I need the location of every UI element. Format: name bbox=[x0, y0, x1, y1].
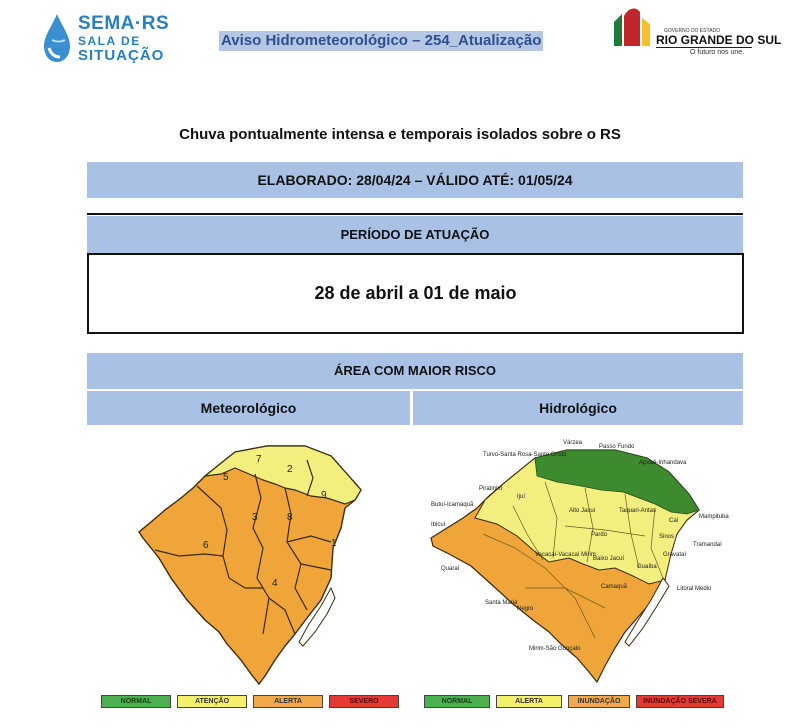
basin-passo-fundo: Passo Fundo bbox=[599, 444, 635, 450]
basin-guaiba: Guaíba bbox=[637, 564, 657, 570]
risk-area-header: ÁREA COM MAIOR RISCO bbox=[87, 353, 743, 389]
period-header: PERÍODO DE ATUAÇÃO bbox=[87, 216, 743, 253]
government-logo bbox=[608, 4, 782, 56]
warning-headline: Chuva pontualmente intensa e temporais isolados sobre o RS bbox=[179, 126, 621, 143]
legend-inundacao-severa: INUNDAÇÃO SEVERA bbox=[636, 695, 724, 708]
basin-camaqua: Camaquã bbox=[601, 584, 628, 590]
government-label: GOVERNO DO ESTADO bbox=[664, 28, 721, 34]
water-drop-icon bbox=[40, 12, 74, 64]
basin-tramandai: Tramandaí bbox=[693, 542, 722, 548]
legend-severo: SEVERO bbox=[329, 695, 399, 708]
basin-alto-jacui: Alto Jacuí bbox=[569, 508, 596, 514]
legend-alerta: ALERTA bbox=[496, 695, 562, 708]
sema-rs-logo bbox=[40, 12, 175, 64]
logo-title: SEMA·RS bbox=[78, 13, 170, 34]
government-emblem-icon bbox=[610, 4, 656, 48]
region-2-label: 2 bbox=[287, 464, 293, 475]
region-8-label: 8 bbox=[287, 512, 293, 523]
basin-ijui: Ijuí bbox=[517, 494, 526, 500]
region-3-label: 3 bbox=[252, 512, 258, 523]
basin-varzea: Várzea bbox=[563, 440, 583, 446]
basin-litoral-medio: Litoral Médio bbox=[677, 586, 712, 592]
basin-ibicui: Ibicuí bbox=[431, 522, 446, 528]
legend-normal: NORMAL bbox=[424, 695, 490, 708]
hydrological-risk-map bbox=[425, 438, 730, 686]
basin-mirim: Mirim-São Gonçalo bbox=[529, 646, 581, 652]
basin-gravatai: Gravataí bbox=[663, 552, 687, 558]
region-4-label: 4 bbox=[272, 578, 278, 589]
legend-normal: NORMAL bbox=[101, 695, 171, 708]
basin-taquari: Taquari-Antas bbox=[619, 508, 657, 514]
basin-turvo: Turvo-Santa Rosa-Santo Cristo bbox=[483, 452, 567, 458]
legend-alerta: ALERTA bbox=[253, 695, 323, 708]
basin-sinos: Sinos bbox=[659, 534, 675, 540]
region-9-label: 9 bbox=[321, 490, 327, 501]
region-7-label: 7 bbox=[256, 454, 262, 465]
basin-quarai: Quaraí bbox=[441, 566, 460, 572]
logo-divider bbox=[656, 47, 752, 48]
basin-apuae: Apuaê-Inhandava bbox=[639, 460, 687, 466]
region-6-label: 6 bbox=[203, 540, 209, 551]
basin-santa-maria: Santa Maria bbox=[485, 600, 518, 606]
section-divider bbox=[87, 213, 743, 215]
meteorological-risk-map bbox=[135, 438, 370, 686]
basin-piratinim: Piratinim bbox=[479, 486, 503, 492]
legend-inundacao: INUNDAÇÃO bbox=[568, 695, 630, 708]
period-value: 28 de abril a 01 de maio bbox=[87, 253, 744, 334]
region-5-label: 5 bbox=[223, 472, 229, 483]
basin-negro: Negro bbox=[517, 606, 534, 612]
document-title: Aviso Hidrometeorológico – 254_Atualização bbox=[221, 32, 542, 49]
issued-valid-bar: ELABORADO: 28/04/24 – VÁLIDO ATÉ: 01/05/24 bbox=[87, 162, 743, 198]
state-name: RIO GRANDE DO SUL bbox=[656, 33, 782, 47]
basin-cai: Caí bbox=[669, 518, 679, 524]
region-1-label: 1 bbox=[331, 538, 337, 549]
hydrological-header: Hidrológico bbox=[413, 391, 743, 425]
legend-atencao: ATENÇÃO bbox=[177, 695, 247, 708]
basin-mampituba: Mampituba bbox=[699, 514, 729, 520]
government-motto: O futuro nos une. bbox=[690, 49, 745, 56]
basin-butui: Butuí-Icamaquã bbox=[431, 502, 474, 508]
logo-subtitle-2: SITUAÇÃO bbox=[78, 47, 165, 64]
basin-baixo-jacui: Baixo Jacuí bbox=[593, 556, 625, 562]
basin-pardo: Pardo bbox=[591, 532, 608, 538]
basin-vacacai: Vacacaí-Vacacaí Mirim bbox=[535, 552, 596, 558]
logo-subtitle: SALA DE bbox=[78, 34, 141, 48]
meteorological-header: Meteorológico bbox=[87, 391, 410, 425]
